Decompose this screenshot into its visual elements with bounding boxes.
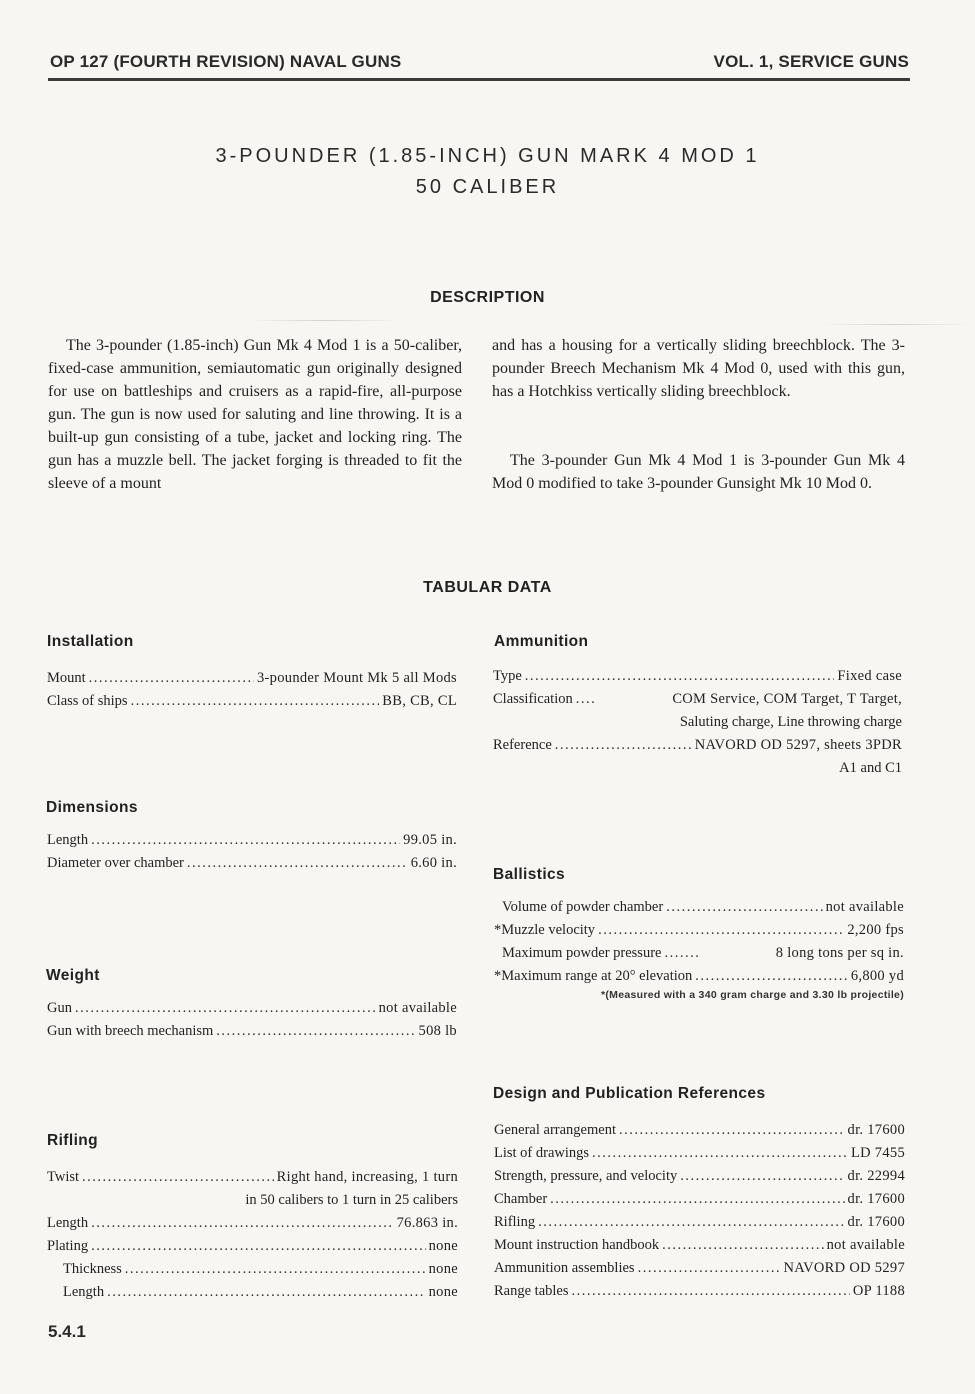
references-table — [494, 1119, 905, 1303]
row-value: NAVORD OD 5297 — [783, 1260, 905, 1276]
row-value: 6.60 in. — [410, 855, 457, 871]
leader-dots — [91, 829, 400, 852]
row-value: dr. 22994 — [847, 1168, 905, 1184]
rifling-table — [47, 1166, 458, 1304]
dimensions-heading: Dimensions — [46, 799, 138, 816]
table-row — [493, 688, 902, 711]
table-row — [493, 734, 902, 757]
table-row — [47, 1020, 457, 1043]
row-label: Mount instruction handbook — [494, 1237, 660, 1253]
leader-dots — [216, 1020, 415, 1043]
leader-dots — [638, 1257, 781, 1280]
row-label: Plating — [47, 1238, 89, 1254]
row-value: dr. 17600 — [847, 1122, 905, 1138]
leader-dots — [680, 1165, 844, 1188]
row-value: 6,800 yd — [850, 968, 904, 984]
description-right-text-2: The 3-pounder Gun Mk 4 Mod 1 is 3-pounder Gun Mk 4 Mod 0 modified to take 3-pounder Gunsight Mk 10 Mod 0. — [492, 452, 905, 492]
table-row — [494, 1234, 905, 1257]
row-label: Classification — [493, 691, 573, 707]
row-label: Maximum powder pressure — [502, 945, 662, 961]
table-row — [494, 919, 904, 942]
row-value: BB, CB, CL — [382, 693, 457, 709]
table-row — [494, 1119, 905, 1142]
row-label: Length — [63, 1284, 105, 1300]
weight-table — [47, 997, 457, 1043]
row-value: dr. 17600 — [847, 1214, 905, 1230]
tabular-data-heading: TABULAR DATA — [423, 579, 552, 596]
weight-heading: Weight — [46, 967, 100, 984]
leader-dots — [550, 1188, 844, 1211]
row-value: 76.863 in. — [396, 1215, 458, 1231]
row-label: General arrangement — [494, 1122, 616, 1138]
description-heading: DESCRIPTION — [430, 289, 545, 306]
description-right-text-1: and has a housing for a vertically sliding breechblock. The 3-pounder Breech Mechanism Mk 4 Mod 0, used with this gun, has a Hotchkiss vertically sliding breechblock. — [492, 337, 905, 400]
table-row — [47, 1258, 458, 1281]
ballistics-table — [494, 896, 904, 1002]
row-label: Thickness — [63, 1261, 122, 1277]
dimensions-table — [47, 829, 457, 875]
row-label: Volume of powder chamber — [502, 899, 664, 915]
table-row — [494, 1188, 905, 1211]
leader-dots — [187, 852, 408, 875]
table-row — [494, 1165, 905, 1188]
table-row — [494, 1257, 905, 1280]
leader-dots — [695, 965, 848, 988]
leader-dots — [576, 688, 594, 711]
row-value: 508 lb — [418, 1023, 457, 1039]
row-value: not available — [378, 1000, 457, 1016]
row-value: 99.05 in. — [403, 832, 457, 848]
row-value: COM Service, COM Target, T Target, — [672, 691, 902, 707]
row-value: none — [428, 1261, 458, 1277]
leader-dots — [75, 997, 376, 1020]
table-row — [47, 1166, 458, 1189]
leader-dots — [666, 896, 822, 919]
table-row — [494, 896, 904, 919]
row-label: List of drawings — [494, 1145, 590, 1161]
table-row — [47, 997, 457, 1020]
row-value-continuation: A1 and C1 — [839, 760, 902, 776]
table-row — [47, 1212, 458, 1235]
row-value: not available — [825, 899, 904, 915]
row-label: Range tables — [494, 1283, 569, 1299]
table-row — [494, 942, 904, 965]
page-number: 5.4.1 — [48, 1322, 86, 1341]
table-row — [494, 1280, 905, 1303]
running-header-right: VOL. 1, SERVICE GUNS — [713, 52, 909, 71]
table-row — [494, 1142, 905, 1165]
row-label: Length — [47, 832, 89, 848]
row-label: Gun with breech mechanism — [47, 1023, 214, 1039]
row-label: *Maximum range at 20° elevation — [494, 968, 693, 984]
row-label: *Muzzle velocity — [494, 922, 596, 938]
page-title-line2: 50 CALIBER — [415, 176, 560, 198]
table-row — [47, 667, 457, 690]
row-value: none — [428, 1238, 458, 1254]
description-left-text: The 3-pounder (1.85-inch) Gun Mk 4 Mod 1 is a 50-caliber, fixed-case ammunition, semiautomatic gun originally designed for use on battleships and cruisers as a rapid-fire, all-purpose gun. The gun is now used for saluting and line throwing. It is a built-up gun consisting of a tube, jacket and locking ring. The gun has a muzzle bell. The jacket forging is threaded to fit the sleeve of a mount — [48, 337, 462, 492]
leader-dots — [538, 1211, 844, 1234]
row-value-continuation: Saluting charge, Line throwing charge — [679, 714, 902, 730]
leader-dots — [572, 1280, 850, 1303]
leader-dots — [525, 665, 835, 688]
row-value: 8 long tons per sq in. — [775, 945, 904, 961]
row-label: Gun — [47, 1000, 72, 1016]
scan-smudge — [250, 320, 400, 321]
row-value: none — [428, 1284, 458, 1300]
leader-dots — [89, 667, 254, 690]
installation-heading: Installation — [47, 633, 134, 650]
table-row — [47, 1281, 458, 1304]
row-label: Length — [47, 1215, 89, 1231]
page-title-line1: 3-POUNDER (1.85-INCH) GUN MARK 4 MOD 1 — [215, 145, 760, 167]
row-label: Diameter over chamber — [47, 855, 184, 871]
table-row — [47, 829, 457, 852]
row-value: Right hand, increasing, 1 turn — [276, 1169, 458, 1185]
leader-dots — [598, 919, 844, 942]
row-value: dr. 17600 — [847, 1191, 905, 1207]
table-row — [493, 665, 902, 688]
leader-dots — [82, 1166, 274, 1189]
leader-dots — [619, 1119, 845, 1142]
row-value: 3-pounder Mount Mk 5 all Mods — [256, 670, 457, 686]
row-label: Rifling — [494, 1214, 536, 1230]
leader-dots — [125, 1258, 426, 1281]
table-row — [494, 1211, 905, 1234]
row-value: NAVORD OD 5297, sheets 3PDR — [694, 737, 902, 753]
row-label: Twist — [47, 1169, 80, 1185]
row-value-continuation: in 50 calibers to 1 turn in 25 calibers — [245, 1192, 458, 1208]
row-label: Reference — [493, 737, 552, 753]
leader-dots — [662, 1234, 823, 1257]
rifling-heading: Rifling — [47, 1132, 99, 1149]
table-row — [47, 852, 457, 875]
row-label: Chamber — [494, 1191, 548, 1207]
row-value: 2,200 fps — [847, 922, 904, 938]
scan-smudge — [820, 324, 970, 325]
table-row — [494, 965, 904, 988]
ammunition-heading: Ammunition — [494, 633, 589, 650]
row-value: not available — [826, 1237, 905, 1253]
leader-dots — [592, 1142, 848, 1165]
running-header-left: OP 127 (FOURTH REVISION) NAVAL GUNS — [50, 52, 402, 71]
leader-dots — [664, 942, 700, 965]
header-rule — [48, 78, 910, 81]
row-label: Strength, pressure, and velocity — [494, 1168, 678, 1184]
table-row — [47, 690, 457, 713]
ammunition-table — [493, 665, 902, 780]
row-label: Mount — [47, 670, 86, 686]
row-value: Fixed case — [837, 668, 902, 684]
leader-dots — [91, 1212, 394, 1235]
row-label: Type — [493, 668, 522, 684]
row-label: Ammunition assemblies — [494, 1260, 635, 1276]
leader-dots — [91, 1235, 426, 1258]
description-right-paragraph-1 — [492, 334, 905, 403]
leader-dots — [555, 734, 692, 757]
installation-table — [47, 667, 457, 713]
references-heading: Design and Publication References — [493, 1085, 766, 1102]
row-label: Class of ships — [47, 693, 128, 709]
ballistics-footnote: *(Measured with a 340 gram charge and 3.30 lb projectile) — [600, 989, 904, 1001]
leader-dots — [107, 1281, 426, 1304]
table-row — [47, 1235, 458, 1258]
row-value: OP 1188 — [852, 1283, 905, 1299]
description-right-paragraph-2 — [492, 449, 905, 495]
leader-dots — [131, 690, 380, 713]
ballistics-heading: Ballistics — [493, 866, 566, 883]
row-value: LD 7455 — [850, 1145, 905, 1161]
description-left-paragraph — [48, 334, 462, 495]
